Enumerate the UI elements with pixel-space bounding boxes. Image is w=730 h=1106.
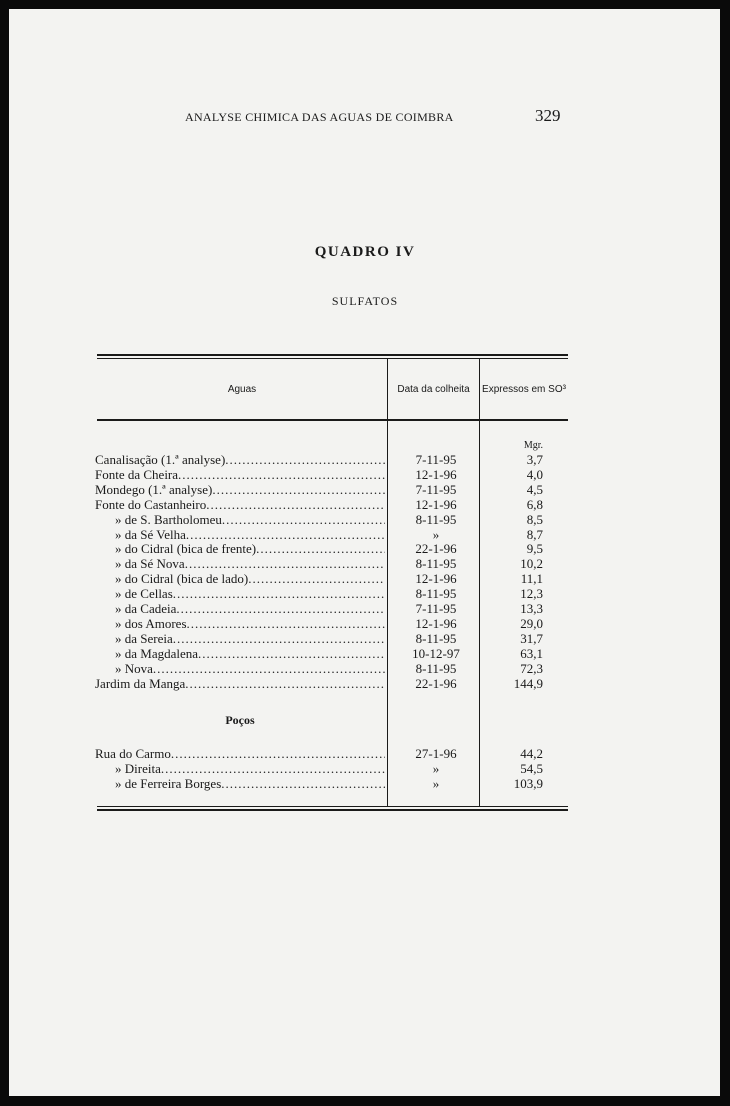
row-value: 4,0 bbox=[526, 466, 543, 482]
row-value: 72,3 bbox=[520, 660, 543, 676]
table-row bbox=[0, 556, 730, 571]
row-name: » Direita ..... bbox=[115, 761, 385, 776]
bottom-rule bbox=[97, 809, 568, 811]
table-row bbox=[0, 467, 730, 482]
row-date: 10-12-97 bbox=[412, 645, 460, 661]
row-name: » do Cidral (bica de lado) ..... bbox=[115, 571, 385, 586]
header-rule bbox=[97, 419, 568, 421]
row-name: » da Cadeia ..... bbox=[115, 601, 385, 616]
row-name: » de Ferreira Borges ..... bbox=[115, 776, 385, 791]
row-name: » dos Amores ..... bbox=[115, 616, 385, 631]
row-name: » de Cellas ..... bbox=[115, 586, 385, 601]
table-row bbox=[0, 571, 730, 586]
row-value: 54,5 bbox=[520, 760, 543, 776]
row-date: 12-1-96 bbox=[415, 571, 457, 587]
row-name: » da Sé Velha ..... bbox=[115, 527, 385, 542]
table-row bbox=[0, 746, 730, 761]
row-date: 8-11-95 bbox=[415, 630, 457, 646]
row-name: Fonte do Castanheiro ..... bbox=[95, 497, 385, 512]
table-row bbox=[0, 676, 730, 691]
row-value: 144,9 bbox=[513, 675, 543, 691]
row-date: 8-11-95 bbox=[415, 660, 457, 676]
table-row bbox=[0, 512, 730, 527]
table-row bbox=[0, 631, 730, 646]
row-date: 8-11-95 bbox=[415, 586, 457, 602]
row-date: 12-1-96 bbox=[415, 466, 457, 482]
row-name: Jardim da Manga ..... bbox=[95, 676, 385, 691]
col-header-value: Expressos em SO³ bbox=[482, 384, 566, 395]
row-value: 9,5 bbox=[526, 541, 543, 557]
row-value: 31,7 bbox=[520, 630, 543, 646]
table-row bbox=[0, 661, 730, 676]
top-rule bbox=[97, 354, 568, 356]
col-header-aguas: Aguas bbox=[227, 384, 257, 395]
row-name: Fonte da Cheira ..... bbox=[95, 467, 385, 482]
table-row bbox=[0, 646, 730, 661]
running-header: ANALYSE CHIMICA DAS AGUAS DE COIMBRA bbox=[185, 110, 454, 124]
row-name: » da Sereia ..... bbox=[115, 631, 385, 646]
row-value: 103,9 bbox=[513, 775, 543, 791]
row-value: 6,8 bbox=[526, 496, 543, 512]
bottom-rule-thin bbox=[97, 806, 568, 807]
row-name: » Nova ..... bbox=[115, 661, 385, 676]
table-row bbox=[0, 452, 730, 467]
unit-label: Mgr. bbox=[523, 440, 543, 451]
table-subtitle: SULFATOS bbox=[331, 294, 399, 308]
row-name: Canalisação (1.ª analyse) ..... bbox=[95, 452, 385, 467]
row-name: » da Magdalena ..... bbox=[115, 646, 385, 661]
row-name: » da Sé Nova ..... bbox=[115, 556, 385, 571]
row-value: 12,3 bbox=[520, 586, 543, 602]
row-date: 8-11-95 bbox=[415, 511, 457, 527]
section-heading: Poços bbox=[225, 713, 255, 727]
row-date: 12-1-96 bbox=[415, 615, 457, 631]
row-date: » bbox=[432, 760, 440, 776]
col-header-date: Data da colheita bbox=[397, 384, 470, 395]
row-name: » do Cidral (bica de frente) ..... bbox=[115, 541, 385, 556]
row-name: Rua do Carmo ..... bbox=[95, 746, 385, 761]
row-value: 13,3 bbox=[520, 601, 543, 616]
row-value: 8,7 bbox=[526, 526, 543, 542]
top-rule-thin bbox=[97, 358, 568, 359]
row-name: Mondego (1.ª analyse) ..... bbox=[95, 482, 385, 497]
row-date: » bbox=[432, 526, 440, 542]
row-value: 29,0 bbox=[520, 615, 543, 631]
row-value: 8,5 bbox=[526, 511, 543, 527]
row-date: 7-11-95 bbox=[415, 481, 457, 497]
row-date: 12-1-96 bbox=[415, 496, 457, 512]
row-date: 8-11-95 bbox=[415, 556, 457, 572]
table-row bbox=[0, 601, 730, 616]
table-row bbox=[0, 586, 730, 601]
row-value: 44,2 bbox=[520, 746, 543, 761]
row-date: 22-1-96 bbox=[415, 675, 457, 691]
row-value: 3,7 bbox=[526, 452, 543, 467]
row-date: 7-11-95 bbox=[415, 601, 457, 616]
table-row bbox=[0, 616, 730, 631]
table-row bbox=[0, 527, 730, 542]
table-row bbox=[0, 497, 730, 512]
row-date: » bbox=[432, 775, 440, 791]
table-row bbox=[0, 776, 730, 791]
row-name: » de S. Bartholomeu ..... bbox=[115, 512, 385, 527]
table-row bbox=[0, 541, 730, 556]
table-row bbox=[0, 761, 730, 776]
row-date: 22-1-96 bbox=[415, 541, 457, 557]
row-value: 63,1 bbox=[520, 645, 543, 661]
row-value: 10,2 bbox=[520, 556, 543, 572]
row-value: 11,1 bbox=[520, 571, 543, 587]
table-title: QUADRO IV bbox=[314, 244, 416, 260]
row-value: 4,5 bbox=[526, 481, 543, 497]
page-number: 329 bbox=[535, 106, 561, 125]
row-date: 7-11-95 bbox=[415, 452, 457, 467]
row-date: 27-1-96 bbox=[415, 746, 457, 761]
table-row bbox=[0, 482, 730, 497]
